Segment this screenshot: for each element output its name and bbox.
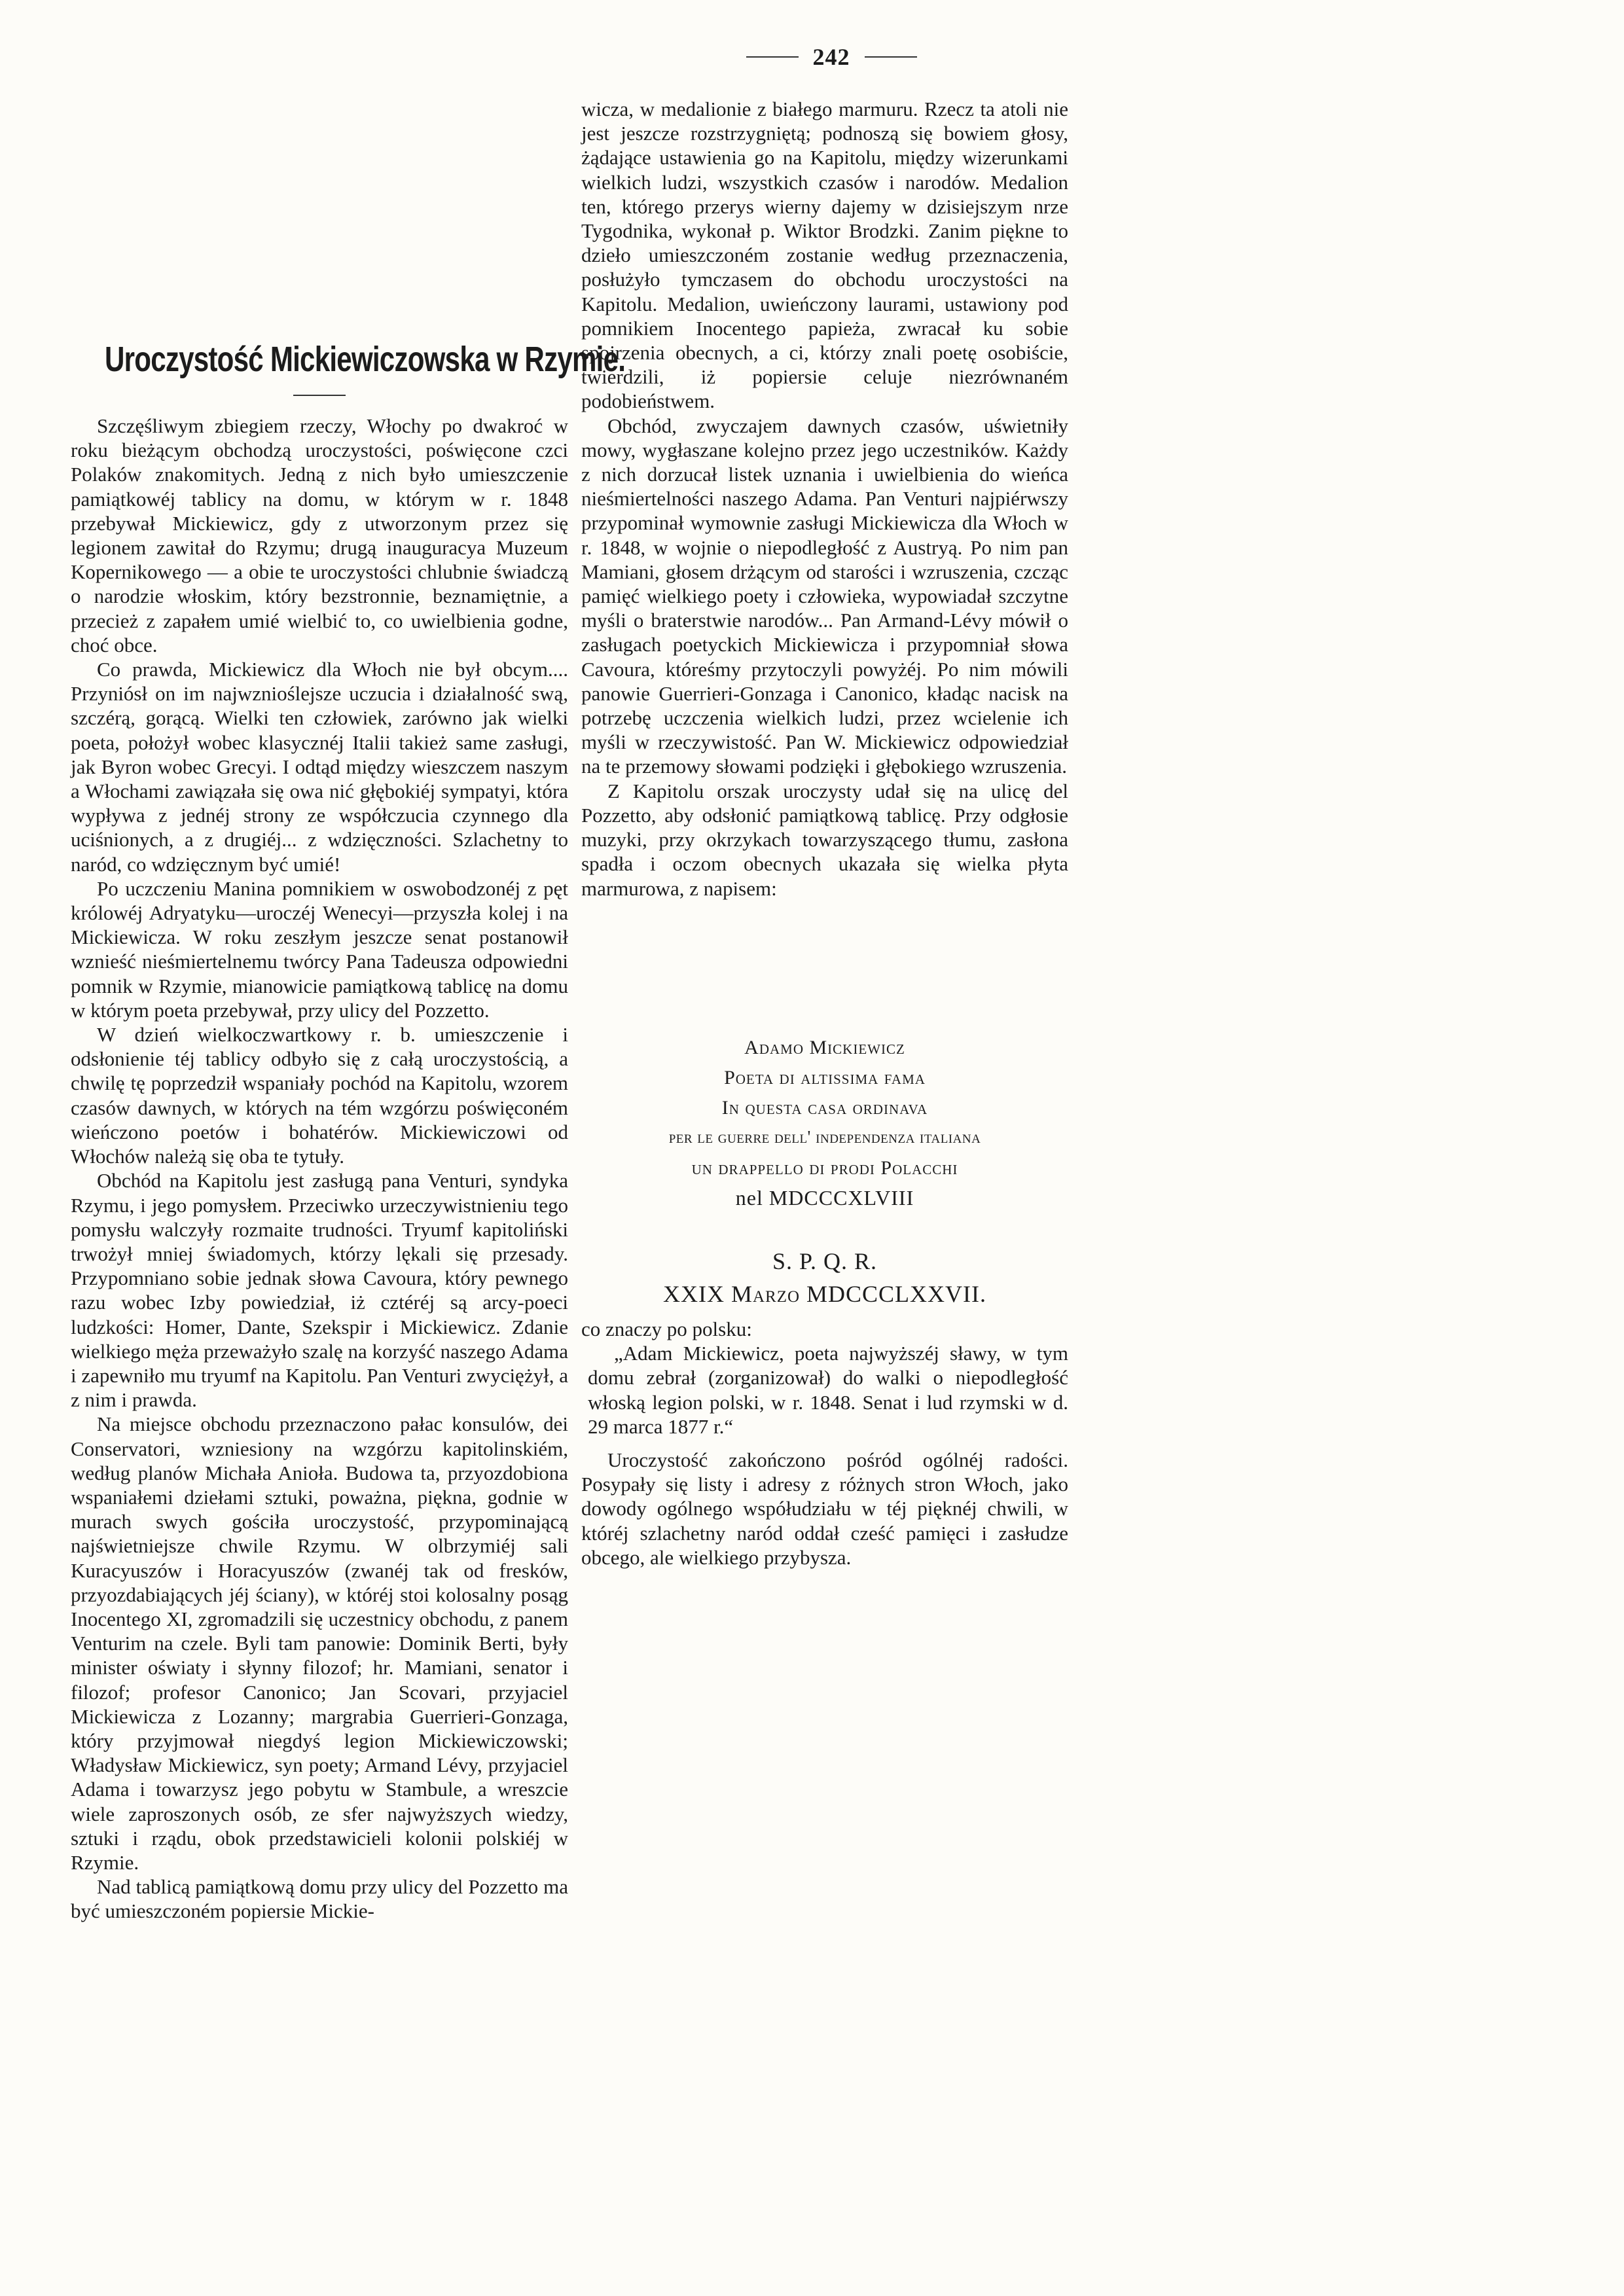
page-number: 242 [812,44,850,70]
inscription-line: XXIX Marzo MDCCCLXXVII. [662,1281,987,1307]
header-rule-right [865,56,917,58]
right-column-bottom [581,1317,1068,1570]
paragraph-speeches: Obchód, zwyczajem dawnych czasów, uświetniły mowy, wygłaszane kolejno przez jego uczestników. Każdy z nich dorzucał listek uznania i uwielbienia do wieńca nieśmiertelności naszego Adama. Pan Venturi najpiérwszy przypominał wymownie zasługi Mickiewicza dla Włoch w r. 1848, w wojnie o niepodległość z Austryą. Po nim pan Mamiani, głosem drżącym od starości i wzruszenia, czcząc pamięć wielkiego poety i człowieka, wypowiadał szczytne myśli o braterstwie narodów... Pan Armand-Lévy mówił o zasługach poetyckich Mickiewicza i przypomniał słowa Cavoura, któreśmy przytoczyli powyżéj. Po nim mówili panowie Guerrieri-Gonzaga i Canonico, kładąc nacisk na potrzebę uczczenia wielkich ludzi, przez wcielenie ich myśli w rzeczywistość. Pan W. Mickiewicz odpowiedział na te przemowy słowami podzięki i głębokiego wzruszenia. [581,414,1068,778]
paragraph-closing: Uroczystość zakończono pośród ogólnéj radości. Posypały się listy i adresy z różnych stron Włoch, jako dowody ogólnego współudziału w téj pięknéj chwili, w któréj szlachetny naród oddał cześć pamięci i zasłudze obcego, ale wielkiego przybysza. [581,1448,1068,1569]
inscription-line: Adamo Mickiewicz [744,1037,905,1058]
article-title: Uroczystość Mickiewiczowska w Rzymie. [105,340,626,379]
paragraph-venturi: Obchód na Kapitolu jest zasługą pana Venturi, syndyka Rzymu, i jego pomysłem. Przeciwko urzeczywistnieniu tego pomysłu walczyły rozmaite trudności. Tryumf kapitoliński trwożył mniej świadomych, którzy lękali się przesady. Przypomniano sobie jednak słowa Cavoura, który pewnego razu wobec Izby powiedział, iż cztéréj są arcy-poeci ludzkości: Homer, Dante, Szekspir i Mickiewicz. Zdanie wielkiego męża przeważyło szalę na korzyść naszego Adama i zapewniło mu tryumf na Kapitolu. Pan Venturi zwyciężył, a z nim i prawda. [71,1169,569,1412]
header-rule-left [746,56,799,58]
inscription-line: S. P. Q. R. [772,1248,878,1274]
inscription-line: In questa casa ordinava [721,1097,928,1119]
inscription-line: nel MDCCCXLVIII [735,1186,914,1210]
title-divider [293,395,346,396]
paragraph-mickiewicz-italy: Co prawda, Mickiewicz dla Włoch nie był obcym.... Przyniósł on im najwznioślejsze uczucia i działalność swą, szczérą, gorącą. Wielki ten człowiek, zarówno jak wielki poeta, położył wobec klasycznéj Italii takież same zasługi, jak Byron wobec Grecyi. I odtąd między wieszczem naszym a Włochami zawiązała się owa nić głębokiéj sympatyi, która wypływa z jednéj strony ze współczucia czynnego dla uciśnionych, a z drugiéj... z wdzięczności. Szlachetny to naród, co wdzięcznym być umié! [71,658,568,876]
paragraph-medallion: wicza, w medalionie z białego marmuru. Rzecz ta atoli nie jest jeszcze rozstrzygniętą; podnoszą się bowiem głosy, żądające ustawienia go na Kapitolu, między wizerunkami wielkich ludzi, wszystkich czasów i narodów. Medalion ten, którego przerys wierny dajemy w dzisiejszym nrze Tygodnika, wykonał p. Wiktor Brodzki. Zanim piękne to dzieło umieszczoném zostanie według przeznaczenia, posłużyło tymczasem do obchodu uroczystości na Kapitolu. Medalion, uwieńczony laurami, ustawiony pod pomnikiem Inocentego papieża, zwracał ku sobie spojrzenia obecnych, a ci, którzy znali poetę osobiście, twierdzili, iż popiersie celuje niezrównaném podobieństwem. [581,98,1068,413]
paragraph-palace: Na miejsce obchodu przeznaczono pałac konsulów, dei Conservatori, wzniesiony na wzgórzu kapitolinskiém, według planów Michała Anioła. Budowa ta, przyozdobiona wspaniałemi dziełami sztuki, poważna, piękna, godnie w murach swych gościła uroczystość, przypominającą najświetniejsze chwile Rzymu. W olbrzymiéj sali Kuracyuszów i Horacyuszów (zwanéj tak od fresków, przyozdabiających jéj ściany), w któréj stoi kolosalny posąg Inocentego XI, zgromadzili się uczestnicy obchodu, z panem Venturim na czele. Byli tam panowie: Dominik Berti, były minister oświaty i słynny filozof; hr. Mamiani, senator i filozof; profesor Canonico; Jan Scovari, przyjaciel Mickiewicza z Lozanny; margrabia Guerrieri-Gonzaga, który przyjmował niegdyś legion Mickiewiczowski; Władysław Mickiewicz, syn poety; Armand Lévy, przyjaciel Adama i towarzysz jego pobytu w Stambule, a wreszcie wiele zaproszonych osób, ze sfer najwyższych wiedzy, sztuki i rządu, obok przedstawicieli kolonii polskiéj w Rzymie. [71,1412,568,1874]
inscription-line: un drappello di prodi Polacchi [691,1157,958,1179]
right-column-top [581,97,1068,901]
page-header [694,41,969,73]
translation-text: „Adam Mickiewicz, poeta najwyższéj sławy, w tym domu zebrał (zorganizował) do walki o niepodległość włoską legion polski, w r. 1848. Senat i lud rzymski w d. 29 marca 1877 r.“ [588,1342,1068,1438]
paragraph-procession: Z Kapitolu orszak uroczysty udał się na ulicę del Pozzetto, aby odsłonić pamiątkową tablicę. Przy odgłosie muzyki, przy okrzykach towarzyszącego tłumu, zasłona spadła i oczom obecnych ukazała się wielka płyta marmurowa, z napisem: [581,779,1068,900]
inscription-line: Poeta di altissima fama [724,1067,926,1088]
paragraph-bust: Nad tablicą pamiątkową domu przy ulicy del Pozzetto ma być umieszczoném popiersie Mickie- [71,1875,568,1923]
translation-intro: co znaczy po polsku: [581,1318,752,1340]
inscription-line: per le guerre dell' independenza italiana [668,1127,981,1147]
paragraph-intro: Szczęśliwym zbiegiem rzeczy, Włochy po dwakroć w roku bieżącym obchodzą uroczystości, poświęcone czci Polaków znakomitych. Jedną z nich było umieszczenie pamiątkowéj tablicy na domu, w którym w r. 1848 przebywał Mickiewicz, gdy z utworzonym przez się legionem zawitał do Rzymu; drugą inauguracya Muzeum Kopernikowego — a obie te uroczystości chlubnie świadczą o narodzie włoskim, który bezstronnie, beznamiętnie, a przecież z zapałem umié wielbić to, co uwielbienia godne, choć obce. [71,414,568,656]
left-column [71,414,568,1924]
paragraph-senate-decision: Po uczczeniu Manina pomnikiem w oswobodzonéj z pęt królowéj Adryatyku—uroczéj Wenecyi—przyszła kolej i na Mickiewicza. W roku zeszłym jeszcze senat postanowił wznieść nieśmiertelnemu twórcy Pana Tadeusza odpowiedni pomnik w Rzymie, mianowicie pamiątkową tablicę na domu w którym poeta przebywał, przy ulicy del Pozzetto. [71,876,568,1022]
paragraph-unveiling-day: W dzień wielkoczwartkowy r. b. umieszczenie i odsłonienie téj tablicy odbyło się z całą uroczystością, a chwilę tę poprzedził wspaniały pochód na Kapitolu, wzorem czasów dawnych, w których na tém wzgórzu poświęconém wieńczono poetów i bohatérów. Mickiewiczowi od Włochów należą się oba te tytuły. [71,1023,568,1168]
